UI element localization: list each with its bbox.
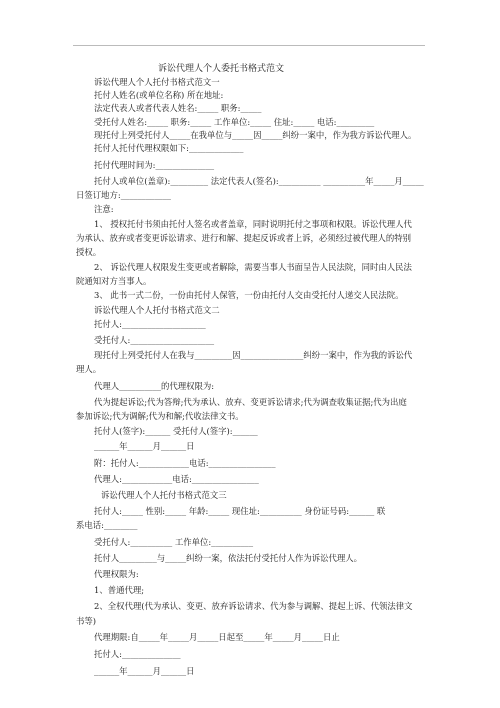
- text-line: 受托付人:____________________: [94, 335, 215, 345]
- text-line: 托付代理时间为:______________: [94, 160, 215, 170]
- section-heading-2: 诉讼代理人个人托付书格式范文二: [94, 305, 220, 315]
- text-line: 托付人:____________________: [94, 319, 206, 329]
- text-line: 托付人:______________: [94, 649, 181, 659]
- text-line: 系电话:________: [76, 520, 138, 530]
- text-line: 托付人(签字):______ 受托付人(签字):______: [94, 426, 258, 436]
- text-line: 日签订地方:____________: [76, 190, 171, 200]
- text-line: 参加诉讼;代为调解;代为和解;代收法律文书。: [76, 411, 244, 421]
- text-line: 为承认、放弃或者变更诉讼请求、进行和解、提起反诉或者上诉，必须经过被代理人的特别: [76, 233, 411, 243]
- text-line: 2、 诉讼代理人权限发生变更或者解除，需要当事人书面呈告人民法院，同时由人民法: [94, 262, 412, 272]
- text-line: 托付人姓名(或单位名称) 所在地址:: [94, 90, 224, 100]
- section-heading-1: 诉讼代理人个人托付书格式范文一: [94, 77, 220, 87]
- text-line: 理人。: [76, 364, 102, 374]
- text-line: 受托付人:__________ 工作单位:__________: [94, 537, 254, 547]
- header-rule: [73, 45, 425, 46]
- text-line: 代理期限:自_____年_____月_____日起至_____年_____月_____日止: [94, 632, 340, 642]
- text-line: 受托付人姓名:_____ 职务:_____ 工作单位:_____ 住址:_____ 电话:_________: [94, 117, 375, 127]
- notes-heading: 注意:: [94, 204, 114, 214]
- text-line: 现托付上列受托付人_____在我单位与_____因_____纠纷一案中，作为我方诉讼代理人。: [94, 130, 417, 140]
- text-line: 托付人_________与_____纠纷一案，依法托付受托付人作为诉讼代理人。: [94, 553, 362, 563]
- section-heading-3: 诉讼代理人个人托付书格式范文三: [101, 490, 227, 500]
- text-line: 代理人:____________电话:________________: [94, 474, 259, 484]
- text-line: 法定代表人或者代表人姓名:_____ 职务:_____: [94, 103, 262, 113]
- text-line: 书等): [76, 616, 97, 626]
- text-line: 代理权限为:: [94, 569, 139, 579]
- text-line: 附：托付人:____________电话:________________: [94, 458, 276, 468]
- text-line: 托付人托付代理权限如下:_____________: [94, 143, 244, 153]
- date-line: ______年______月______日: [94, 666, 195, 676]
- text-line: 2、全权代理(代为承认、变更、放弃诉讼请求、代为参与调解、提起上诉、代领法律文: [94, 601, 413, 611]
- date-line: ______年______月______日: [94, 441, 195, 451]
- text-line: 3、 此书一式二份，一份由托付人保管，一份由托付人交由受托付人递交人民法院。: [94, 290, 404, 300]
- text-line: 托付人:_____ 性别:_____ 年龄:_____ 现住址:__________ 身份证号码:______ 联: [94, 506, 386, 516]
- document-title: 诉讼代理人个人委托书格式范文: [158, 64, 285, 74]
- text-line: 代理人__________的代理权限为:: [94, 381, 215, 391]
- text-line: 现托付上列受托付人在我与_________因_______________纠纷一案中，作为我的诉讼代: [94, 350, 413, 360]
- text-line: 1、普通代理;: [94, 585, 145, 595]
- text-line: 代为提起诉讼;代为答辩;代为承认、放弃、变更诉讼请求;代为调查收集证据;代为出庭: [94, 397, 407, 407]
- text-line: 院通知对方当事人。: [76, 276, 152, 286]
- text-line: 授权。: [76, 247, 102, 257]
- text-line: 托付人或单位(盖章):_________ 法定代表人(签名):__________ __________年_____月_____: [94, 176, 424, 186]
- text-line: 1、 授权托付书须由托付人签名或者盖章，同时说明托付之事项和权限。诉讼代理人代: [94, 219, 412, 229]
